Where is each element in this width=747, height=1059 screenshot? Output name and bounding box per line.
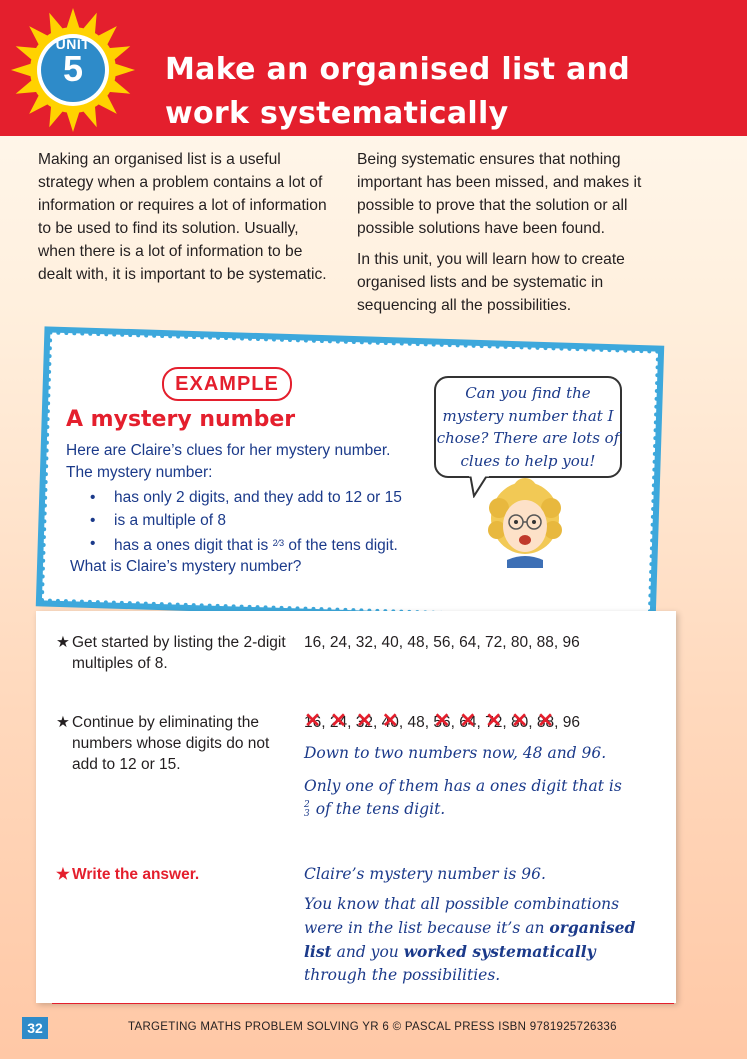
intro-left-text: Making an organised list is a useful strategy when a problem contains a lot of information or requires a lot of information to be used to find its solution. Usually, when there is a lot of information to be dealt with, it is important to be systematic. [38, 151, 327, 283]
answer-text: Claire’s mystery number is 96. [304, 865, 546, 883]
eliminated-list: 16 ✕, 24 ✕, 32 ✕, 40 ✕, 48, 56 ✕, 64 ✕, 72 ✕, 80 ✕, 88 ✕, 96 [304, 712, 580, 733]
clue-item-text: of the tens digit. [288, 537, 398, 554]
step-write-answer [56, 864, 286, 885]
intro-right-paragraph-2: In this unit, you will learn how to create organised lists and be systematic in sequencing all the possibilities. [357, 251, 625, 314]
page-number: 32 [22, 1017, 48, 1039]
footer-credit: TARGETING MATHS PROBLEM SOLVING YR 6 © PASCAL PRESS ISBN 9781925726336 [128, 1021, 617, 1033]
step-eliminate [56, 712, 286, 775]
step-get-started [56, 632, 286, 674]
crossed-out-number: 24 ✕ [330, 712, 347, 733]
crossed-out-number: 64 ✕ [459, 712, 476, 733]
crossed-out-number: 32 ✕ [356, 712, 373, 733]
note-2-text: Only one of them has a ones digit that is [304, 777, 622, 795]
crossed-out-number: 40 ✕ [382, 712, 399, 733]
multiples-list: 16, 24, 32, 40, 48, 56, 64, 72, 80, 88, 96 [304, 634, 580, 651]
crossed-out-number: 88 ✕ [537, 712, 554, 733]
note-2-text: of the tens digit. [315, 800, 446, 818]
remaining-number: 96 [562, 714, 580, 731]
girl-illustration [485, 478, 565, 568]
clue-item-text: has a ones digit that is [114, 537, 269, 554]
handwritten-note-2 [304, 775, 654, 821]
unit-header [0, 0, 747, 136]
intro-right-paragraph-1: Being systematic ensures that nothing important has been missed, and makes it possible to prove that the solution or all possible solutions have been found. [357, 151, 642, 237]
crossed-out-number: 72 ✕ [485, 712, 502, 733]
example-badge: EXAMPLE [162, 367, 292, 401]
step-text: Write the answer. [72, 866, 200, 883]
remaining-number: 48 [407, 714, 425, 731]
bold-worked-systematically: worked systematically [403, 942, 596, 961]
clue-lead-line: The mystery number: [66, 464, 213, 481]
clue-question: What is Claire’s mystery number? [70, 558, 302, 575]
star-icon: ★ [56, 634, 70, 651]
clue-intro [66, 440, 446, 484]
fraction-two-thirds: 2 3 [304, 800, 310, 819]
unit-label: UNIT [55, 36, 91, 52]
bold-organised-list: organised list [304, 918, 636, 961]
step-text: Continue by eliminating the numbers whose digits do not add to 12 or 15. [72, 714, 270, 773]
fraction-two-thirds: 2⁄3 [272, 538, 285, 548]
clue-item: • is a multiple of 8 [88, 509, 448, 532]
crossed-out-number: 16 ✕ [304, 712, 321, 733]
clue-item [88, 532, 448, 557]
star-icon: ★ [56, 714, 70, 731]
footer-divider [52, 1003, 674, 1004]
clue-intro-line: Here are Claire’s clues for her mystery number. [66, 442, 391, 459]
step-text: Get started by listing the 2-digit multiples of 8. [72, 634, 286, 672]
unit-number: 5 [62, 48, 84, 89]
crossed-out-number: 80 ✕ [511, 712, 528, 733]
handwritten-note-1: Down to two numbers now, 48 and 96. [304, 744, 607, 762]
intro-right-text [357, 148, 687, 317]
example-title: A mystery number [66, 407, 296, 432]
star-icon: ★ [56, 866, 70, 883]
page-title: Make an organised list and work systematically [165, 52, 631, 131]
crossed-out-number: 56 ✕ [433, 712, 450, 733]
explanation-text: You know that all possible combinations were in the list because it’s an organised list and you worked systematically through the possibilities. [304, 895, 636, 984]
clue-list [88, 486, 448, 557]
speech-bubble: Can you find the mystery number that I chose? There are lots of clues to help you! [434, 376, 622, 478]
clue-item: • has only 2 digits, and they add to 12 or 15 [88, 486, 448, 509]
